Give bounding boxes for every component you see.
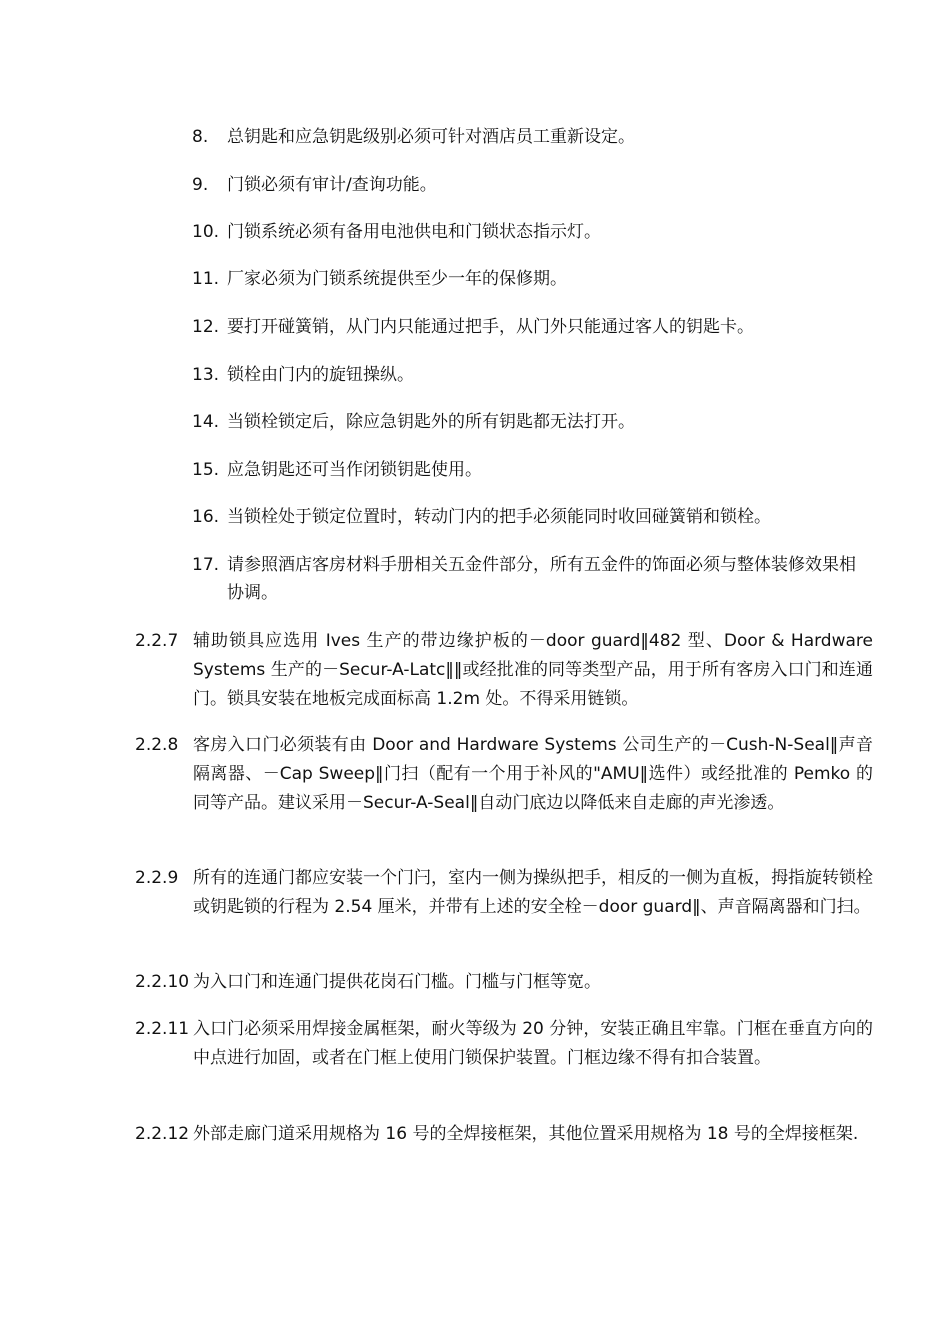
list-text: 要打开碰簧销，从门内只能通过把手，从门外只能通过客人的钥匙卡。 [227, 317, 754, 337]
section-2-2-8 [135, 731, 875, 818]
list-text: 当锁栓锁定后，除应急钥匙外的所有钥匙都无法打开。 [227, 412, 635, 432]
list-item-15 [192, 456, 872, 484]
list-text: 应急钥匙还可当作闭锁钥匙使用。 [227, 460, 482, 480]
section-number: 2.2.12 [135, 1124, 190, 1144]
list-number: 10. [192, 222, 220, 242]
list-item-9 [192, 171, 872, 199]
list-item-13 [192, 361, 872, 389]
list-number: 9. [192, 175, 209, 195]
section-text: 所有的连通门都应安装一个门闩，室内一侧为操纵把手，相反的一侧为直板，拇指旋转锁栓或钥匙锁的行程为 2.54 厘米，并带有上述的安全栓－door guard‖、声音隔离器和门扫。 [193, 868, 873, 917]
section-2-2-9 [135, 864, 875, 922]
section-number: 2.2.11 [135, 1019, 190, 1039]
section-text: 外部走廊门道采用规格为 16 号的全焊接框架，其他位置采用规格为 18 号的全焊接框架. [193, 1124, 859, 1144]
section-text: 入口门必须采用焊接金属框架，耐火等级为 20 分钟，安装正确且牢靠。门框在垂直方向的中点进行加固，或者在门框上使用门锁保护装置。门框边缘不得有扣合装置。 [193, 1019, 873, 1068]
list-number: 8. [192, 127, 209, 147]
list-text: 厂家必须为门锁系统提供至少一年的保修期。 [227, 269, 567, 289]
section-2-2-11 [135, 1015, 875, 1073]
section-2-2-12 [135, 1120, 875, 1149]
list-number: 14. [192, 412, 220, 432]
list-number: 15. [192, 460, 220, 480]
list-text: 当锁栓处于锁定位置时，转动门内的把手必须能同时收回碰簧销和锁栓。 [227, 507, 771, 527]
list-text: 请参照酒店客房材料手册相关五金件部分，所有五金件的饰面必须与整体装修效果相协调。 [227, 555, 856, 603]
list-text: 总钥匙和应急钥匙级别必须可针对酒店员工重新设定。 [227, 127, 635, 147]
list-item-8 [192, 123, 872, 151]
list-item-12 [192, 313, 872, 341]
list-item-11 [192, 265, 872, 293]
list-number: 12. [192, 317, 220, 337]
list-number: 16. [192, 507, 220, 527]
section-number: 2.2.7 [135, 631, 179, 651]
section-text: 客房入口门必须装有由 Door and Hardware Systems 公司生产的－Cush-N-Seal‖声音隔离器、－Cap Sweep‖门扫（配有一个用于补风的"AMU‖选件）或经批准的 Pemko 的同等产品。建议采用－Secur-A-Seal‖自动门底边以降低来自走廊的声光渗透。 [193, 735, 873, 813]
list-number: 17. [192, 555, 220, 575]
section-2-2-7 [135, 627, 875, 714]
list-text: 门锁系统必须有备用电池供电和门锁状态指示灯。 [227, 222, 601, 242]
section-text: 为入口门和连通门提供花岗石门槛。门槛与门框等宽。 [193, 972, 601, 992]
section-number: 2.2.10 [135, 972, 190, 992]
list-text: 门锁必须有审计/查询功能。 [227, 175, 437, 195]
list-number: 11. [192, 269, 220, 289]
section-number: 2.2.9 [135, 868, 179, 888]
list-item-10 [192, 218, 872, 246]
list-text: 锁栓由门内的旋钮操纵。 [227, 365, 414, 385]
list-item-16 [192, 503, 872, 531]
list-item-17 [192, 551, 872, 607]
list-item-14 [192, 408, 872, 436]
section-text: 辅助锁具应选用 Ives 生产的带边缘护板的－door guard‖482 型、Door & Hardware Systems 生产的－Secur-A-Latc‖‖或经批准的同等类型产品，用于所有客房入口门和连通门。锁具安装在地板完成面标高 1.2m 处。不得采用链锁。 [193, 631, 873, 709]
section-2-2-10 [135, 968, 875, 997]
list-number: 13. [192, 365, 220, 385]
section-number: 2.2.8 [135, 735, 179, 755]
